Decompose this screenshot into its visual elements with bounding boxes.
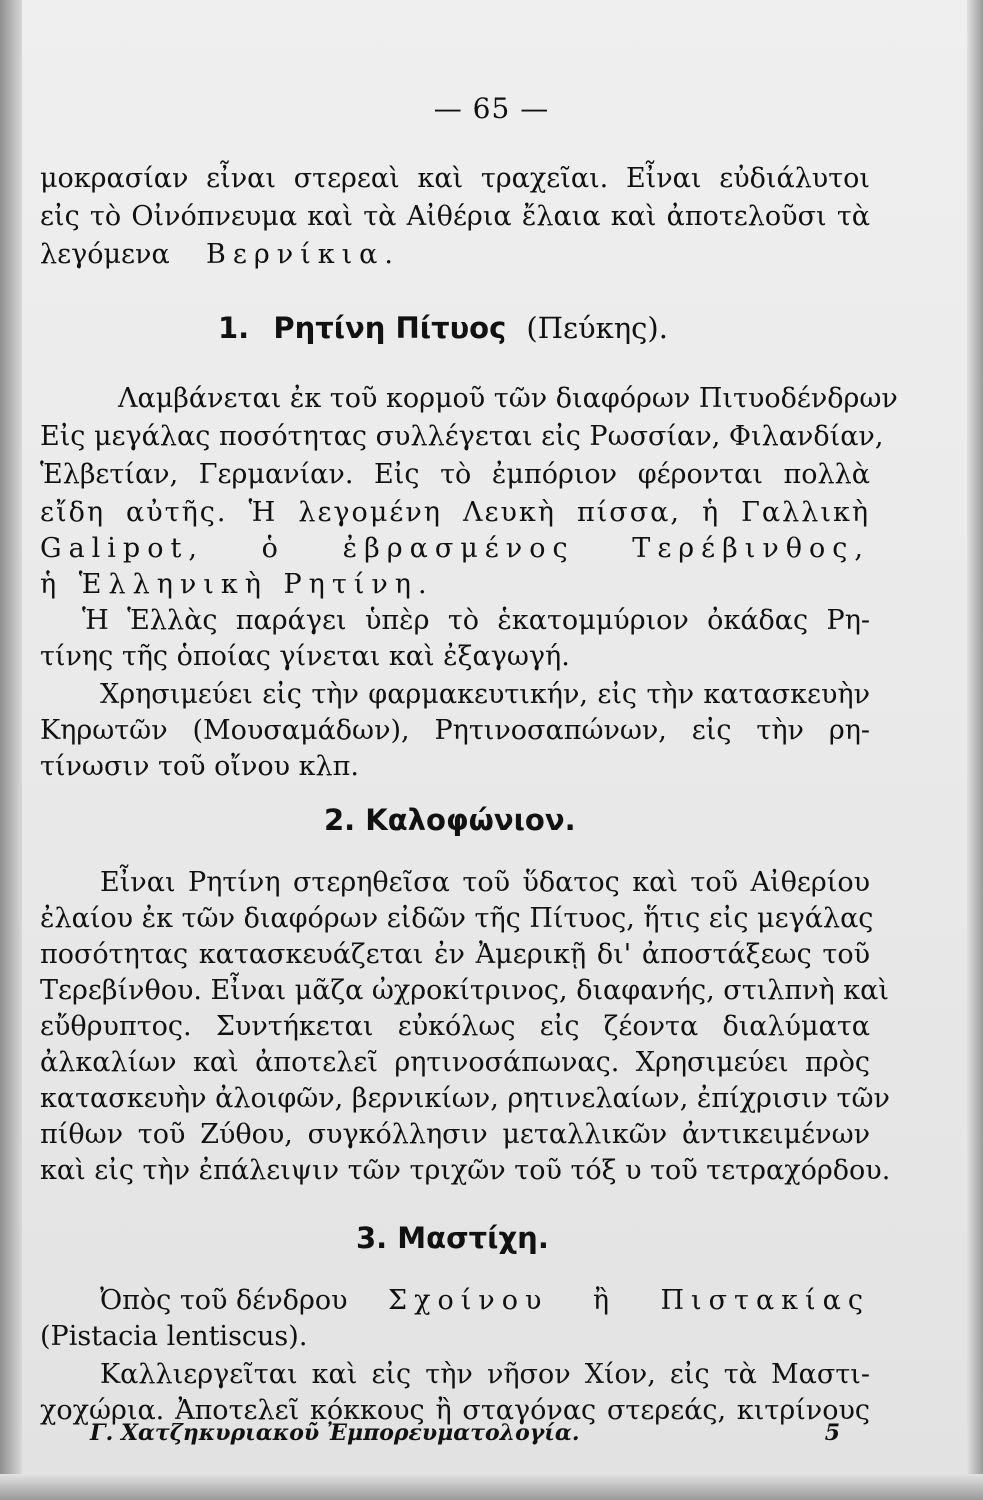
signature-number: 5: [824, 1420, 840, 1446]
page-number: — 65 —: [433, 92, 550, 125]
text-line: Ἑλβετίαν, Γερμανίαν. Εἰς τὸ ἐμπόριον φέρονται πολλὰ: [40, 459, 870, 490]
text-line-spaced: Σχοίνου ἢ Πιστακίας: [388, 1285, 870, 1316]
text-line: Τερεβίνθου. Εἶναι μᾶζα ὠχροκίτρινος, διαφανής, στιλπνὴ καὶ: [40, 975, 889, 1006]
text-line: εἴδη αὐτῆς. Ἡ λεγομένη Λευκὴ πίσσα, ἡ Γαλλικὴ: [40, 497, 870, 528]
text-line-spaced: ἡ Ἑλληνικὴ Ρητίνη.: [40, 569, 434, 600]
section-number: 1.: [218, 311, 250, 345]
text-line: εὔθρυπτος. Συντήκεται εὐκόλως εἰς ζέοντα διαλύματα: [40, 1011, 870, 1042]
text-line: ἐλαίου ἐκ τῶν διαφόρων εἰδῶν τῆς Πίτυος, ἥτις εἰς μεγάλας: [40, 903, 874, 934]
text-line: χοχώρια. Ἀποτελεῖ κόκκους ἢ σταγόνας στερεάς, κιτρίνους: [40, 1395, 870, 1426]
text-line: (Pistacia lentiscus).: [40, 1321, 308, 1352]
text-line: πίθων τοῦ Ζύθου, συγκόλλησιν μεταλλικῶν ἀντικειμένων: [40, 1119, 870, 1150]
section-title: Ρητίνη Πίτυος: [273, 311, 507, 345]
text-line: Χρησιμεύει εἰς τὴν φαρμακευτικήν, εἰς τὴν κατασκευὴν: [100, 679, 870, 710]
section-heading: 2. Καλοφώνιον.: [324, 803, 576, 837]
text-line: Λαμβάνεται ἐκ τοῦ κορμοῦ τῶν διαφόρων Πιτυοδένδρων: [118, 383, 898, 414]
text-line: εἰς τὸ Οἰνόπνευμα καὶ τὰ Αἰθέρια ἔλαια καὶ ἀποτελοῦσι τὰ: [40, 201, 870, 232]
text-line-spaced: Galipot, ὁ ἐβρασμένος Τερέβινθος,: [40, 533, 870, 564]
text-line-spaced: Βερνίκια.: [206, 239, 400, 270]
text-line: Εἰς μεγάλας ποσότητας συλλέγεται εἰς Ρωσσίαν, Φιλανδίαν,: [40, 421, 884, 452]
page-edge-left: [0, 0, 22, 1500]
text-line: Καλλιεργεῖται καὶ εἰς τὴν νῆσον Χίον, εἰς τὰ Μαστι-: [100, 1359, 870, 1390]
section-heading: 3. Μαστίχη.: [356, 1221, 549, 1255]
text-line: Κηρωτῶν (Μουσαμάδων), Ρητινοσαπώνων, εἰς τὴν ρη-: [40, 715, 870, 746]
text-line: Ἡ Ἑλλὰς παράγει ὑπὲρ τὸ ἑκατομμύριον ὀκάδας Ρη-: [82, 605, 870, 636]
section-heading: [218, 310, 668, 346]
text-line: καὶ εἰς τὴν ἐπάλειψιν τῶν τριχῶν τοῦ τόξ υ τοῦ τετραχόρδου.: [40, 1155, 891, 1186]
footer-signature: [90, 1420, 840, 1446]
section-subtitle: (Πεύκης).: [526, 311, 668, 345]
page-edge-right: [967, 0, 983, 1500]
text-line: Ὀπὸς τοῦ δένδρου: [100, 1285, 348, 1316]
text-line: λεγόμενα: [40, 239, 170, 270]
text-line: ποσότητας κατασκευάζεται ἐν Ἀμερικῇ δι' ἀποστάξεως τοῦ: [40, 939, 870, 970]
footer-title: Γ. Χατζηκυριακοῦ Ἐμπορευματολογία.: [90, 1420, 580, 1446]
text-line: κατασκευὴν ἀλοιφῶν, βερνικίων, ρητινελαίων, ἐπίχρισιν τῶν: [40, 1083, 890, 1114]
page-edge-bottom: [0, 1474, 983, 1500]
text-line: μοκρασίαν εἶναι στερεαὶ καὶ τραχεῖαι. Εἶναι εὐδιάλυτοι: [40, 163, 870, 194]
text-line: τίνωσιν τοῦ οἴνου κλπ.: [40, 751, 359, 782]
text-line: τίνης τῆς ὁποίας γίνεται καὶ ἐξαγωγή.: [40, 641, 570, 672]
text-line: ἀλκαλίων καὶ ἀποτελεῖ ρητινοσάπωνας. Χρησιμεύει πρὸς: [40, 1047, 870, 1078]
text-line: Εἶναι Ρητίνη στερηθεῖσα τοῦ ὕδατος καὶ τοῦ Αἰθερίου: [100, 867, 870, 898]
